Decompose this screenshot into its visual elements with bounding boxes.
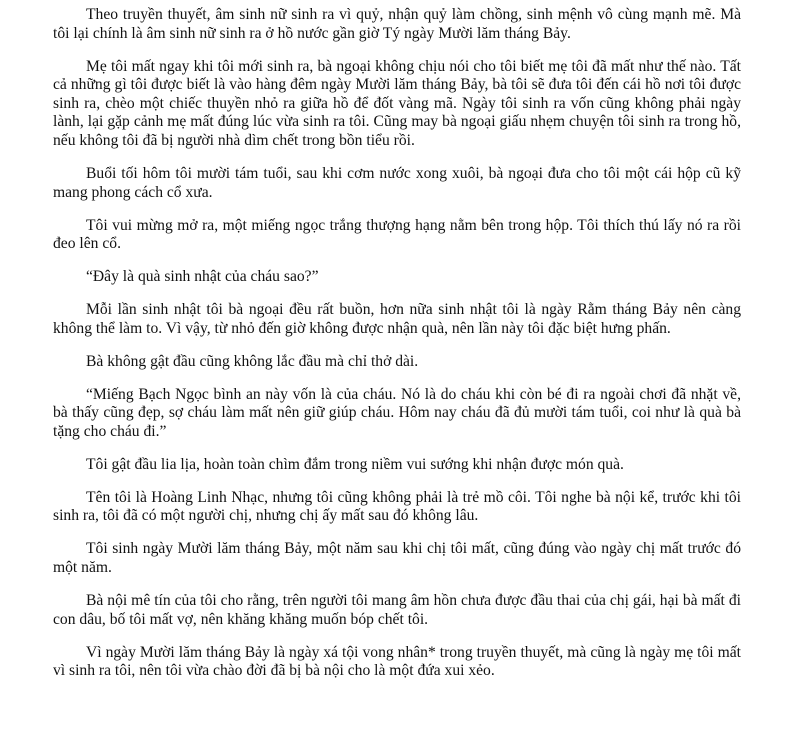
paragraph-8: “Miếng Bạch Ngọc bình an này vốn là của cháu. Nó là do cháu khi còn bé đi ra ngoài chơi đã nhặt về, bà thấy cũng đẹp, sợ cháu làm mất nên giữ giúp cháu. Hôm nay cháu đã đủ mười tám tuổi, coi như là quà bà tặng cho cháu đi.”: [53, 385, 741, 440]
paragraph-6: Mỗi lần sinh nhật tôi bà ngoại đều rất buồn, hơn nữa sinh nhật tôi là ngày Rằm tháng Bảy nên càng không thể làm to. Vì vậy, từ nhỏ đến giờ không được nhận quà, nên lần này tôi đặc biệt hưng phấn.: [53, 301, 741, 337]
paragraph-12: Bà nội mê tín của tôi cho rằng, trên người tôi mang âm hồn chưa được đầu thai của chị gái, hại bà mất đi con dâu, bố tôi mất vợ, nên khăng khăng muốn bóp chết tôi.: [53, 591, 741, 628]
paragraph-2: Mẹ tôi mất ngay khi tôi mới sinh ra, bà ngoại không chịu nói cho tôi biết mẹ tôi đã mất như thế nào. Tất cả những gì tôi được biết là vào hàng đêm ngày Mười lăm tháng Bảy, bà tôi sẽ đưa tôi đến cái hồ nơi tôi được sinh ra, chèo một chiếc thuyền nhỏ ra giữa hồ để đốt vàng mã. Ngày tôi sinh ra vốn cũng không phải ngày lành, lại gặp cảnh mẹ mất đúng lúc vừa sinh ra tôi. Cũng may bà ngoại giấu nhẹm chuyện tôi sinh ra trong hồ, nếu không tôi đã bị người nhà dìm chết trong bồn tiểu rồi.: [53, 57, 741, 149]
paragraph-4: Tôi vui mừng mở ra, một miếng ngọc trắng thượng hạng nằm bên trong hộp. Tôi thích thú lấy nó ra rồi đeo lên cổ.: [53, 216, 741, 253]
paragraph-13: Vì ngày Mười lăm tháng Bảy là ngày xá tội vong nhân* trong truyền thuyết, mà cũng là ngày mẹ tôi mất vì sinh ra tôi, nên tôi vừa chào đời đã bị bà nội cho là một đứa xui xẻo.: [53, 643, 741, 680]
paragraph-9: Tôi gật đầu lia lịa, hoàn toàn chìm đắm trong niềm vui sướng khi nhận được món quà.: [86, 455, 624, 473]
paragraph-3: Buổi tối hôm tôi mười tám tuổi, sau khi cơm nước xong xuôi, bà ngoại đưa cho tôi một cái hộp cũ kỹ mang phong cách cổ xưa.: [53, 164, 741, 201]
paragraph-1: Theo truyền thuyết, âm sinh nữ sinh ra vì quỷ, nhận quỷ làm chồng, sinh mệnh vô cùng mạnh mẽ. Mà tôi lại chính là âm sinh nữ sinh ra ở hồ nước gần giờ Tý ngày Mười lăm tháng Bảy.: [53, 6, 741, 42]
paragraph-5: “Đây là quà sinh nhật của cháu sao?”: [86, 268, 319, 286]
paragraph-11: Tôi sinh ngày Mười lăm tháng Bảy, một năm sau khi chị tôi mất, cũng đúng vào ngày chị mất trước đó một năm.: [53, 540, 741, 576]
document-page: [53, 6, 741, 695]
paragraph-7: Bà không gật đầu cũng không lắc đầu mà chỉ thở dài.: [86, 352, 419, 370]
paragraph-10: Tên tôi là Hoàng Linh Nhạc, nhưng tôi cũng không phải là trẻ mồ côi. Tôi nghe bà nội kể, trước khi tôi sinh ra, tôi đã có một người chị, nhưng chị ấy mất sau đó không lâu.: [53, 488, 741, 525]
